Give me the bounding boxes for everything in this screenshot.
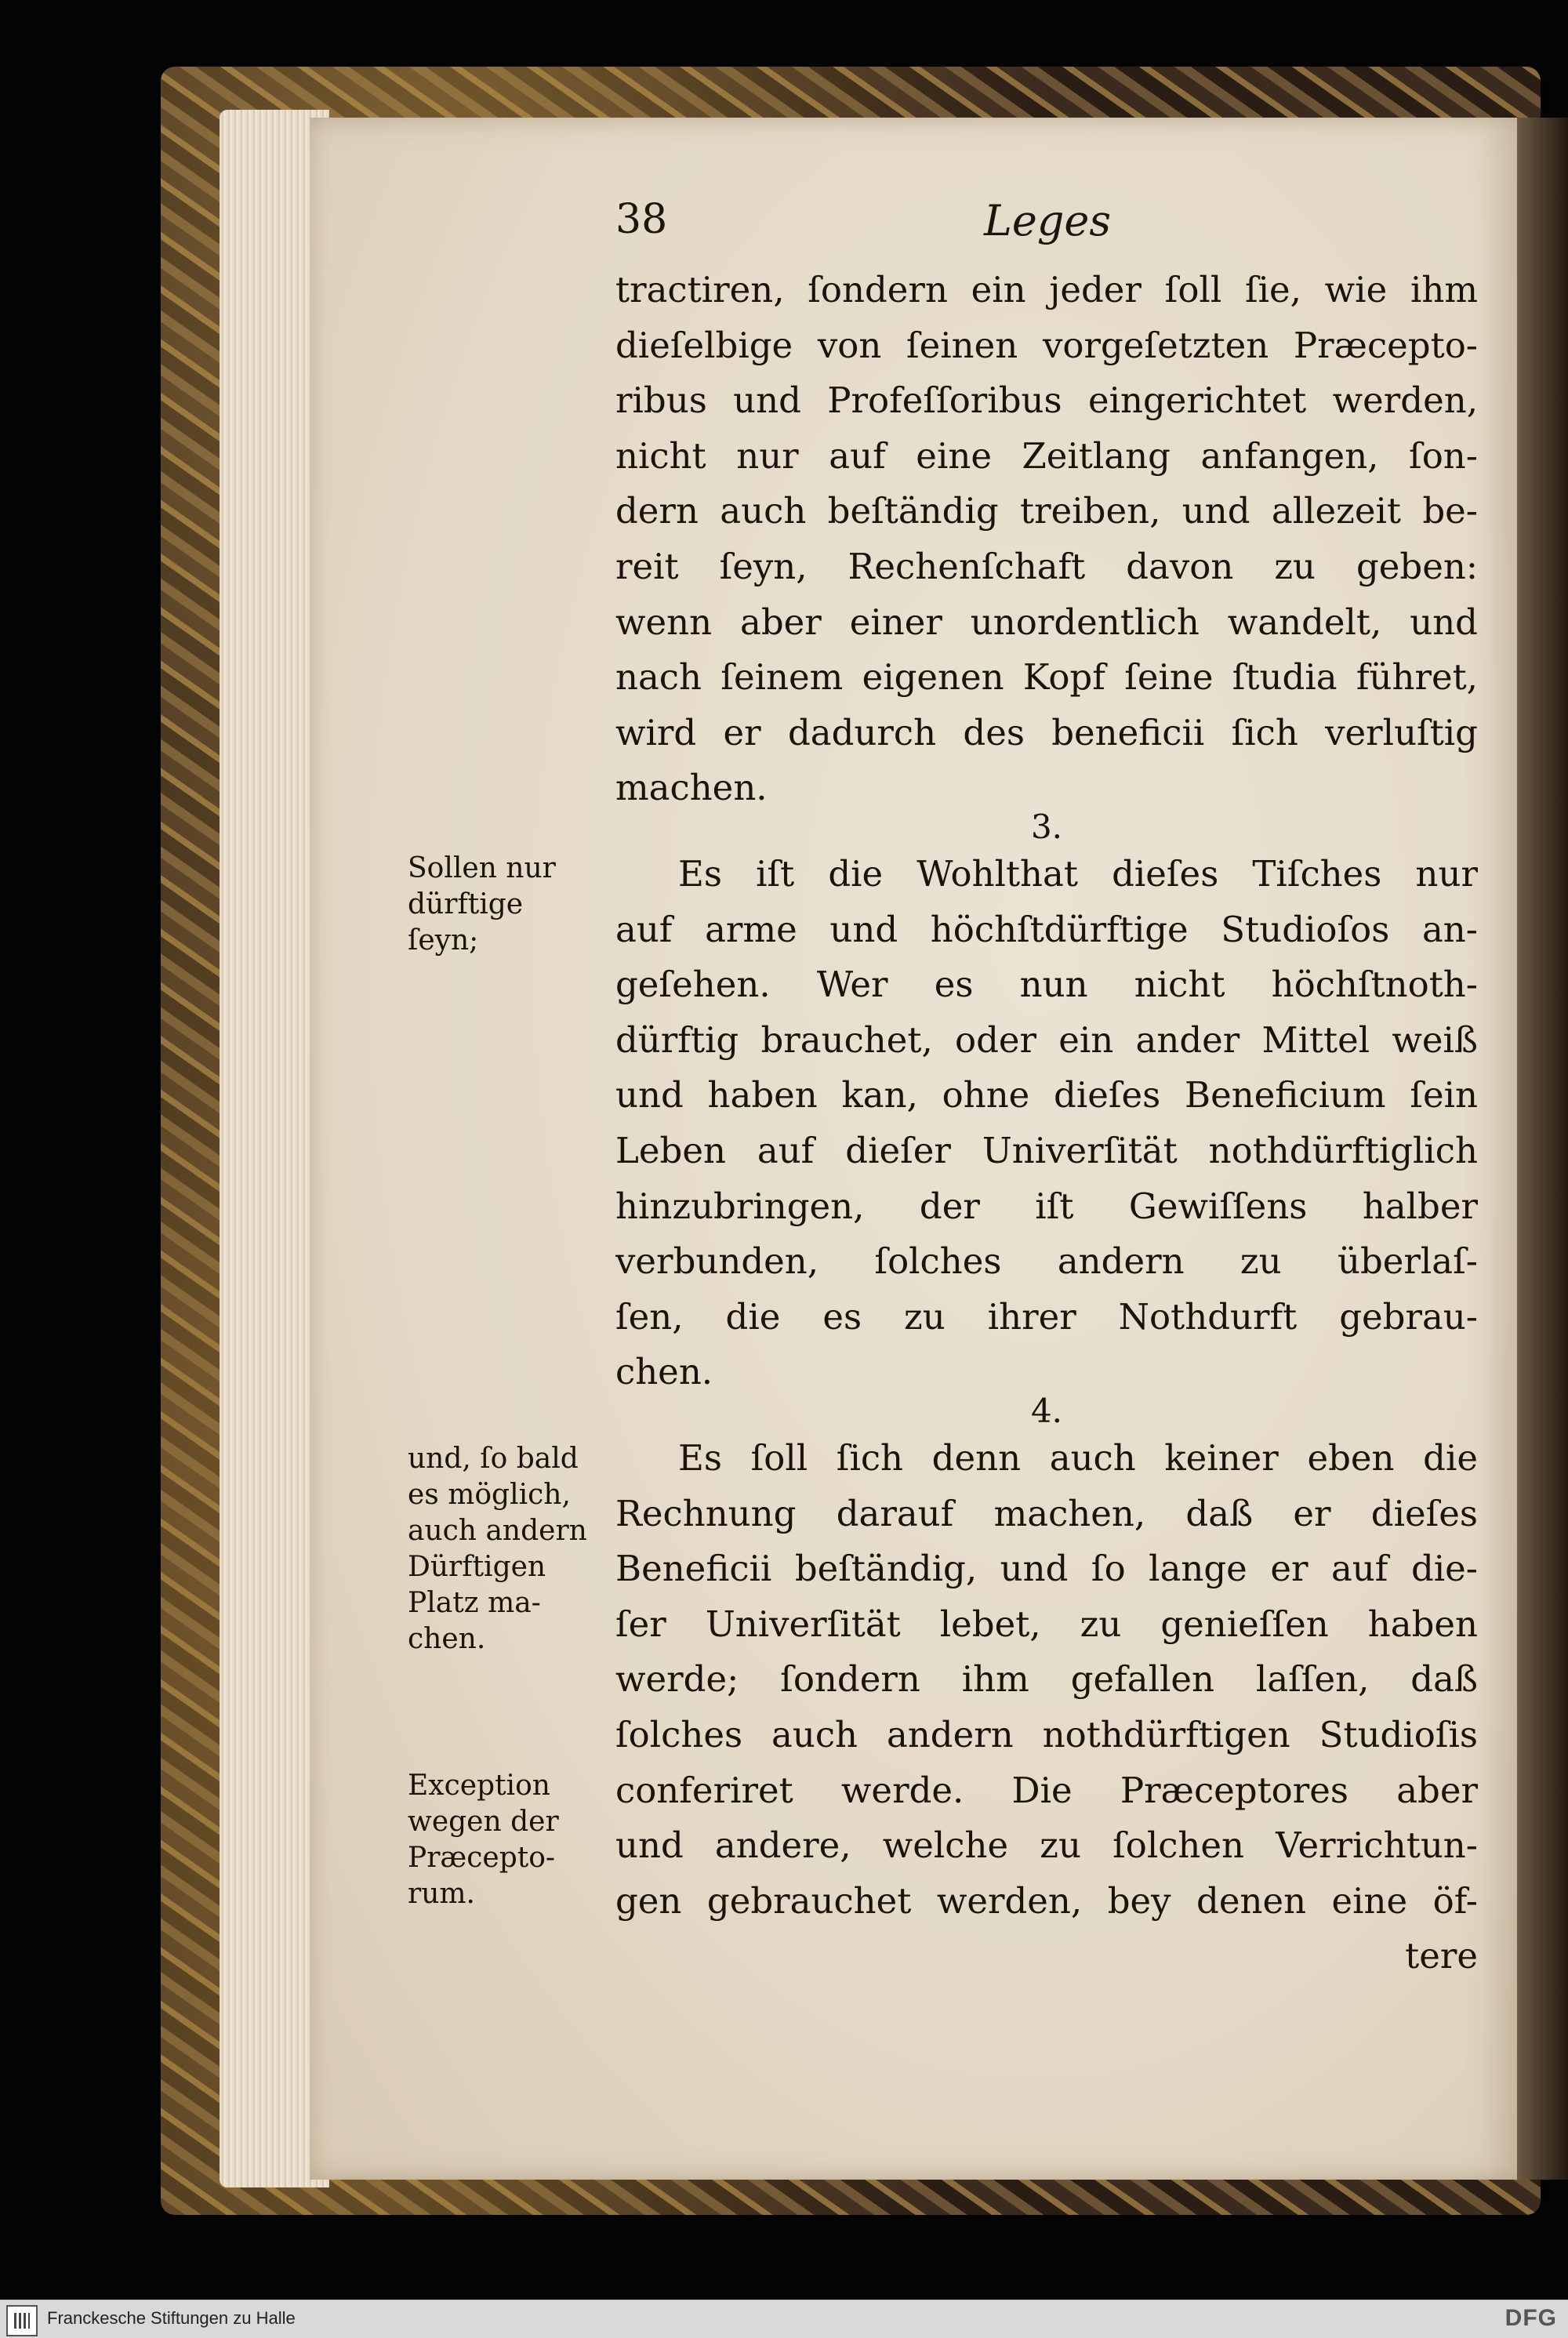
text-line: werde; ſondern ihm gefallen laſſen, daß	[615, 1658, 1478, 1701]
paragraph-4	[615, 1431, 1478, 1984]
margin-note-line: ſeyn;	[408, 924, 479, 957]
text-line: Beneficii beſtändig, und ſo lange er auf die-	[615, 1548, 1478, 1590]
paragraph-continuation	[615, 263, 1478, 816]
paragraph-number: 4.	[1030, 1392, 1063, 1430]
page-header	[615, 196, 1478, 251]
institution-name: Franckesche Stiftungen zu Halle	[47, 2308, 296, 2328]
margin-note-line: Dürftigen	[408, 1551, 546, 1583]
text-line: verbunden, ſolches andern zu überlaſ-	[615, 1240, 1478, 1283]
text-line: ſen, die es zu ihrer Nothdurft gebrau-	[615, 1295, 1478, 1338]
text-line: Es ſoll ſich denn auch keiner eben die	[678, 1437, 1478, 1479]
text-line: dieſelbige von ſeinen vorgeſetzten Præcepto-	[615, 324, 1478, 366]
text-line: conferiret werde. Die Præceptores aber	[615, 1769, 1478, 1811]
institution-logo-icon	[6, 2305, 38, 2336]
margin-note-line: Sollen nur	[408, 852, 556, 884]
margin-note-line: rum.	[408, 1878, 475, 1910]
text-line: Rechnung darauf machen, daß er dieſes	[615, 1492, 1478, 1534]
text-line: gen gebrauchet werden, bey denen eine öf-	[615, 1879, 1478, 1922]
paragraph-number: 3.	[1030, 808, 1063, 846]
text-line: wird er dadurch des beneficii ſich verluſtig	[615, 711, 1478, 753]
text-line: chen.	[615, 1351, 713, 1393]
running-head: Leges	[984, 196, 1112, 245]
text-line: machen.	[615, 767, 768, 809]
text-line: nicht nur auf eine Zeitlang anfangen, ſon-	[615, 434, 1478, 477]
text-line: ſer Univerſität lebet, zu genieſſen haben	[615, 1603, 1478, 1645]
text-line: tractiren, ſondern ein jeder ſoll ſie, wie ihm	[615, 269, 1478, 310]
margin-note-line: es möglich,	[408, 1479, 571, 1511]
dfg-logo: DFG	[1504, 2305, 1557, 2331]
text-line: dürftig brauchet, oder ein ander Mittel weiß	[615, 1018, 1478, 1061]
text-line: hinzubringen, der iſt Gewiſſens halber	[615, 1185, 1478, 1227]
paragraph-3	[615, 847, 1478, 1400]
text-line: nach ſeinem eigenen Kopf ſeine ſtudia führet,	[615, 656, 1478, 699]
text-line: dern auch beſtändig treiben, und allezeit be-	[615, 490, 1478, 532]
viewer-footer	[0, 2300, 1568, 2338]
margin-note-line: chen.	[408, 1623, 486, 1655]
text-line: und haben kan, ohne dieſes Beneficium ſein	[615, 1074, 1478, 1116]
text-line: und andere, welche zu ſolchen Verrichtun-	[615, 1824, 1478, 1867]
text-line: ribus und Profeſſoribus eingerichtet werden,	[615, 379, 1478, 422]
text-line: ſolches auch andern nothdürftigen Studioſis	[615, 1713, 1478, 1755]
text-line: reit ſeyn, Rechenſchaft davon zu geben:	[615, 545, 1478, 587]
catchword: tere	[1405, 1935, 1478, 1977]
margin-note-line: wegen der	[408, 1806, 559, 1838]
text-line: auf arme und höchſtdürftige Studioſos an-	[615, 908, 1478, 950]
margin-note-line: und, ſo bald	[408, 1443, 579, 1475]
margin-note-line: dürftige	[408, 888, 524, 920]
margin-note-line: Platz ma-	[408, 1587, 541, 1619]
margin-note	[408, 1768, 612, 1912]
margin-note	[408, 851, 612, 959]
text-line: geſehen. Wer es nun nicht höchſtnoth-	[615, 964, 1478, 1006]
page-number: 38	[615, 196, 668, 243]
gutter-shadow	[1517, 118, 1568, 2180]
margin-note	[408, 1441, 612, 1657]
margin-note-line: Præcepto-	[408, 1842, 556, 1874]
text-line: Es iſt die Wohlthat dieſes Tiſches nur	[678, 853, 1478, 895]
text-line: Leben auf dieſer Univerſität nothdürftiglich	[615, 1129, 1478, 1171]
text-line: wenn aber einer unordentlich wandelt, und	[615, 601, 1478, 643]
margin-note-line: Exception	[408, 1770, 550, 1802]
margin-note-line: auch andern	[408, 1515, 587, 1547]
